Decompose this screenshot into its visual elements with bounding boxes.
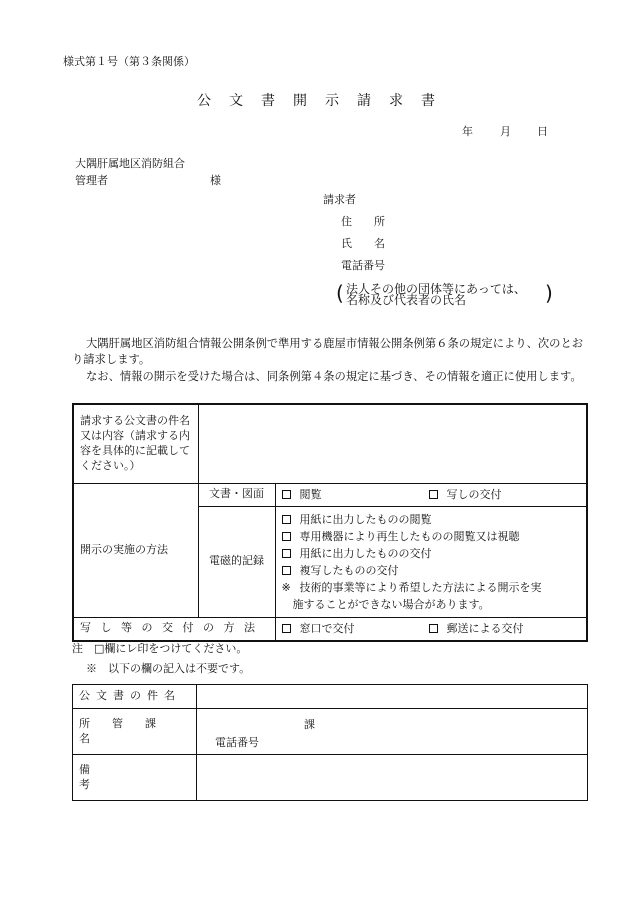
electronic-option-label: 専用機器により再生したものの閲覧又は視聴 bbox=[299, 529, 520, 543]
checkbox[interactable] bbox=[282, 624, 291, 633]
checkbox[interactable] bbox=[282, 566, 291, 575]
date-year-label: 年 bbox=[462, 125, 473, 138]
checkbox[interactable] bbox=[282, 549, 291, 558]
department-suffix: 課 bbox=[304, 718, 315, 731]
document-subject-label: 請求する公文書の件名又は内容（請求する内容を具体的に記載してください。） bbox=[73, 404, 198, 483]
checkbox[interactable] bbox=[282, 532, 291, 541]
request-table bbox=[72, 403, 588, 642]
electronic-note-line2: 施することができない場合があります。 bbox=[292, 597, 490, 611]
disclosure-method-label: 開示の実施の方法 bbox=[73, 483, 198, 617]
date-day-label: 日 bbox=[537, 125, 548, 138]
addressee-role: 管理者 bbox=[75, 174, 108, 187]
electronic-option[interactable] bbox=[282, 562, 581, 579]
addressee-honorific: 様 bbox=[210, 174, 221, 187]
electronic-note bbox=[282, 579, 581, 596]
requester-note-open-paren: ( bbox=[336, 281, 344, 305]
paper-copy-option[interactable] bbox=[429, 486, 502, 503]
requester-name-label: 氏 名 bbox=[341, 237, 385, 250]
electronic-note-line1: 技術的事業等により希望した方法による開示を実 bbox=[299, 580, 542, 594]
delivery-mail-option[interactable] bbox=[429, 620, 524, 637]
electronic-option-label: 用紙に出力したものの閲覧 bbox=[299, 512, 432, 526]
remarks-field[interactable] bbox=[197, 755, 588, 801]
department-field[interactable] bbox=[197, 709, 588, 755]
office-use-table bbox=[72, 684, 588, 801]
requester-note-line2: 名称及び代表者の氏名 bbox=[346, 293, 467, 307]
paper-copy-label: 写しの交付 bbox=[446, 488, 502, 501]
paper-docs-label: 文書・図面 bbox=[198, 483, 275, 506]
office-use-note: ※ 以下の欄の記入は不要です。 bbox=[86, 662, 251, 675]
checkbox[interactable] bbox=[282, 515, 291, 524]
requester-address-label: 住 所 bbox=[341, 215, 385, 228]
checkbox[interactable] bbox=[282, 490, 291, 499]
electronic-option[interactable] bbox=[282, 528, 581, 545]
usage-paragraph: なお、情報の開示を受けた場合は、同条例第４条の規定に基づき、その情報を適正に使用します。 bbox=[86, 370, 582, 383]
addressee-org: 大隅肝属地区消防組合 bbox=[75, 157, 185, 170]
delivery-counter-option[interactable] bbox=[282, 620, 429, 637]
requester-note bbox=[346, 284, 526, 306]
page-title: 公文書開示請求書 bbox=[197, 93, 453, 109]
electronic-option[interactable] bbox=[282, 511, 581, 528]
electronic-option[interactable] bbox=[282, 545, 581, 562]
paper-options bbox=[275, 483, 587, 506]
delivery-counter-label: 窓口で交付 bbox=[299, 622, 355, 636]
paper-view-label: 閲覧 bbox=[299, 488, 322, 501]
department-phone-label: 電話番号 bbox=[215, 736, 259, 749]
checkbox-note: 注 □欄にレ印をつけてください。 bbox=[72, 642, 248, 655]
department-label: 所管課名 bbox=[73, 709, 197, 755]
delivery-method-label: 写し等の交付の方法 bbox=[73, 617, 275, 641]
electronic-records-label: 電磁的記録 bbox=[198, 506, 275, 617]
checkbox[interactable] bbox=[429, 490, 438, 499]
requester-phone-label: 電話番号 bbox=[341, 259, 385, 272]
paper-view-option[interactable] bbox=[282, 486, 429, 503]
delivery-mail-label: 郵送による交付 bbox=[446, 622, 524, 636]
subject-label: 公文書の件名 bbox=[73, 685, 197, 709]
electronic-options bbox=[275, 506, 587, 617]
date-month-label: 月 bbox=[500, 125, 511, 138]
subject-field[interactable] bbox=[197, 685, 588, 709]
delivery-options bbox=[275, 617, 587, 641]
electronic-option-label: 複写したものの交付 bbox=[299, 563, 399, 577]
document-subject-field[interactable] bbox=[198, 404, 587, 483]
electronic-option-label: 用紙に出力したものの交付 bbox=[299, 546, 432, 560]
note-mark: ※ bbox=[281, 580, 291, 594]
requester-note-line1: 法人その他の団体等にあっては、 bbox=[346, 282, 526, 296]
form-number: 様式第１号（第３条関係） bbox=[63, 55, 195, 68]
requester-heading: 請求者 bbox=[323, 193, 356, 206]
requester-note-close-paren: ) bbox=[545, 281, 553, 305]
remarks-label: 備考 bbox=[73, 755, 197, 801]
checkbox[interactable] bbox=[429, 624, 438, 633]
request-paragraph: 大隅肝属地区消防組合情報公開条例で準用する鹿屋市情報公開条例第６条の規定により、次のとおり請求します。 bbox=[72, 337, 584, 366]
